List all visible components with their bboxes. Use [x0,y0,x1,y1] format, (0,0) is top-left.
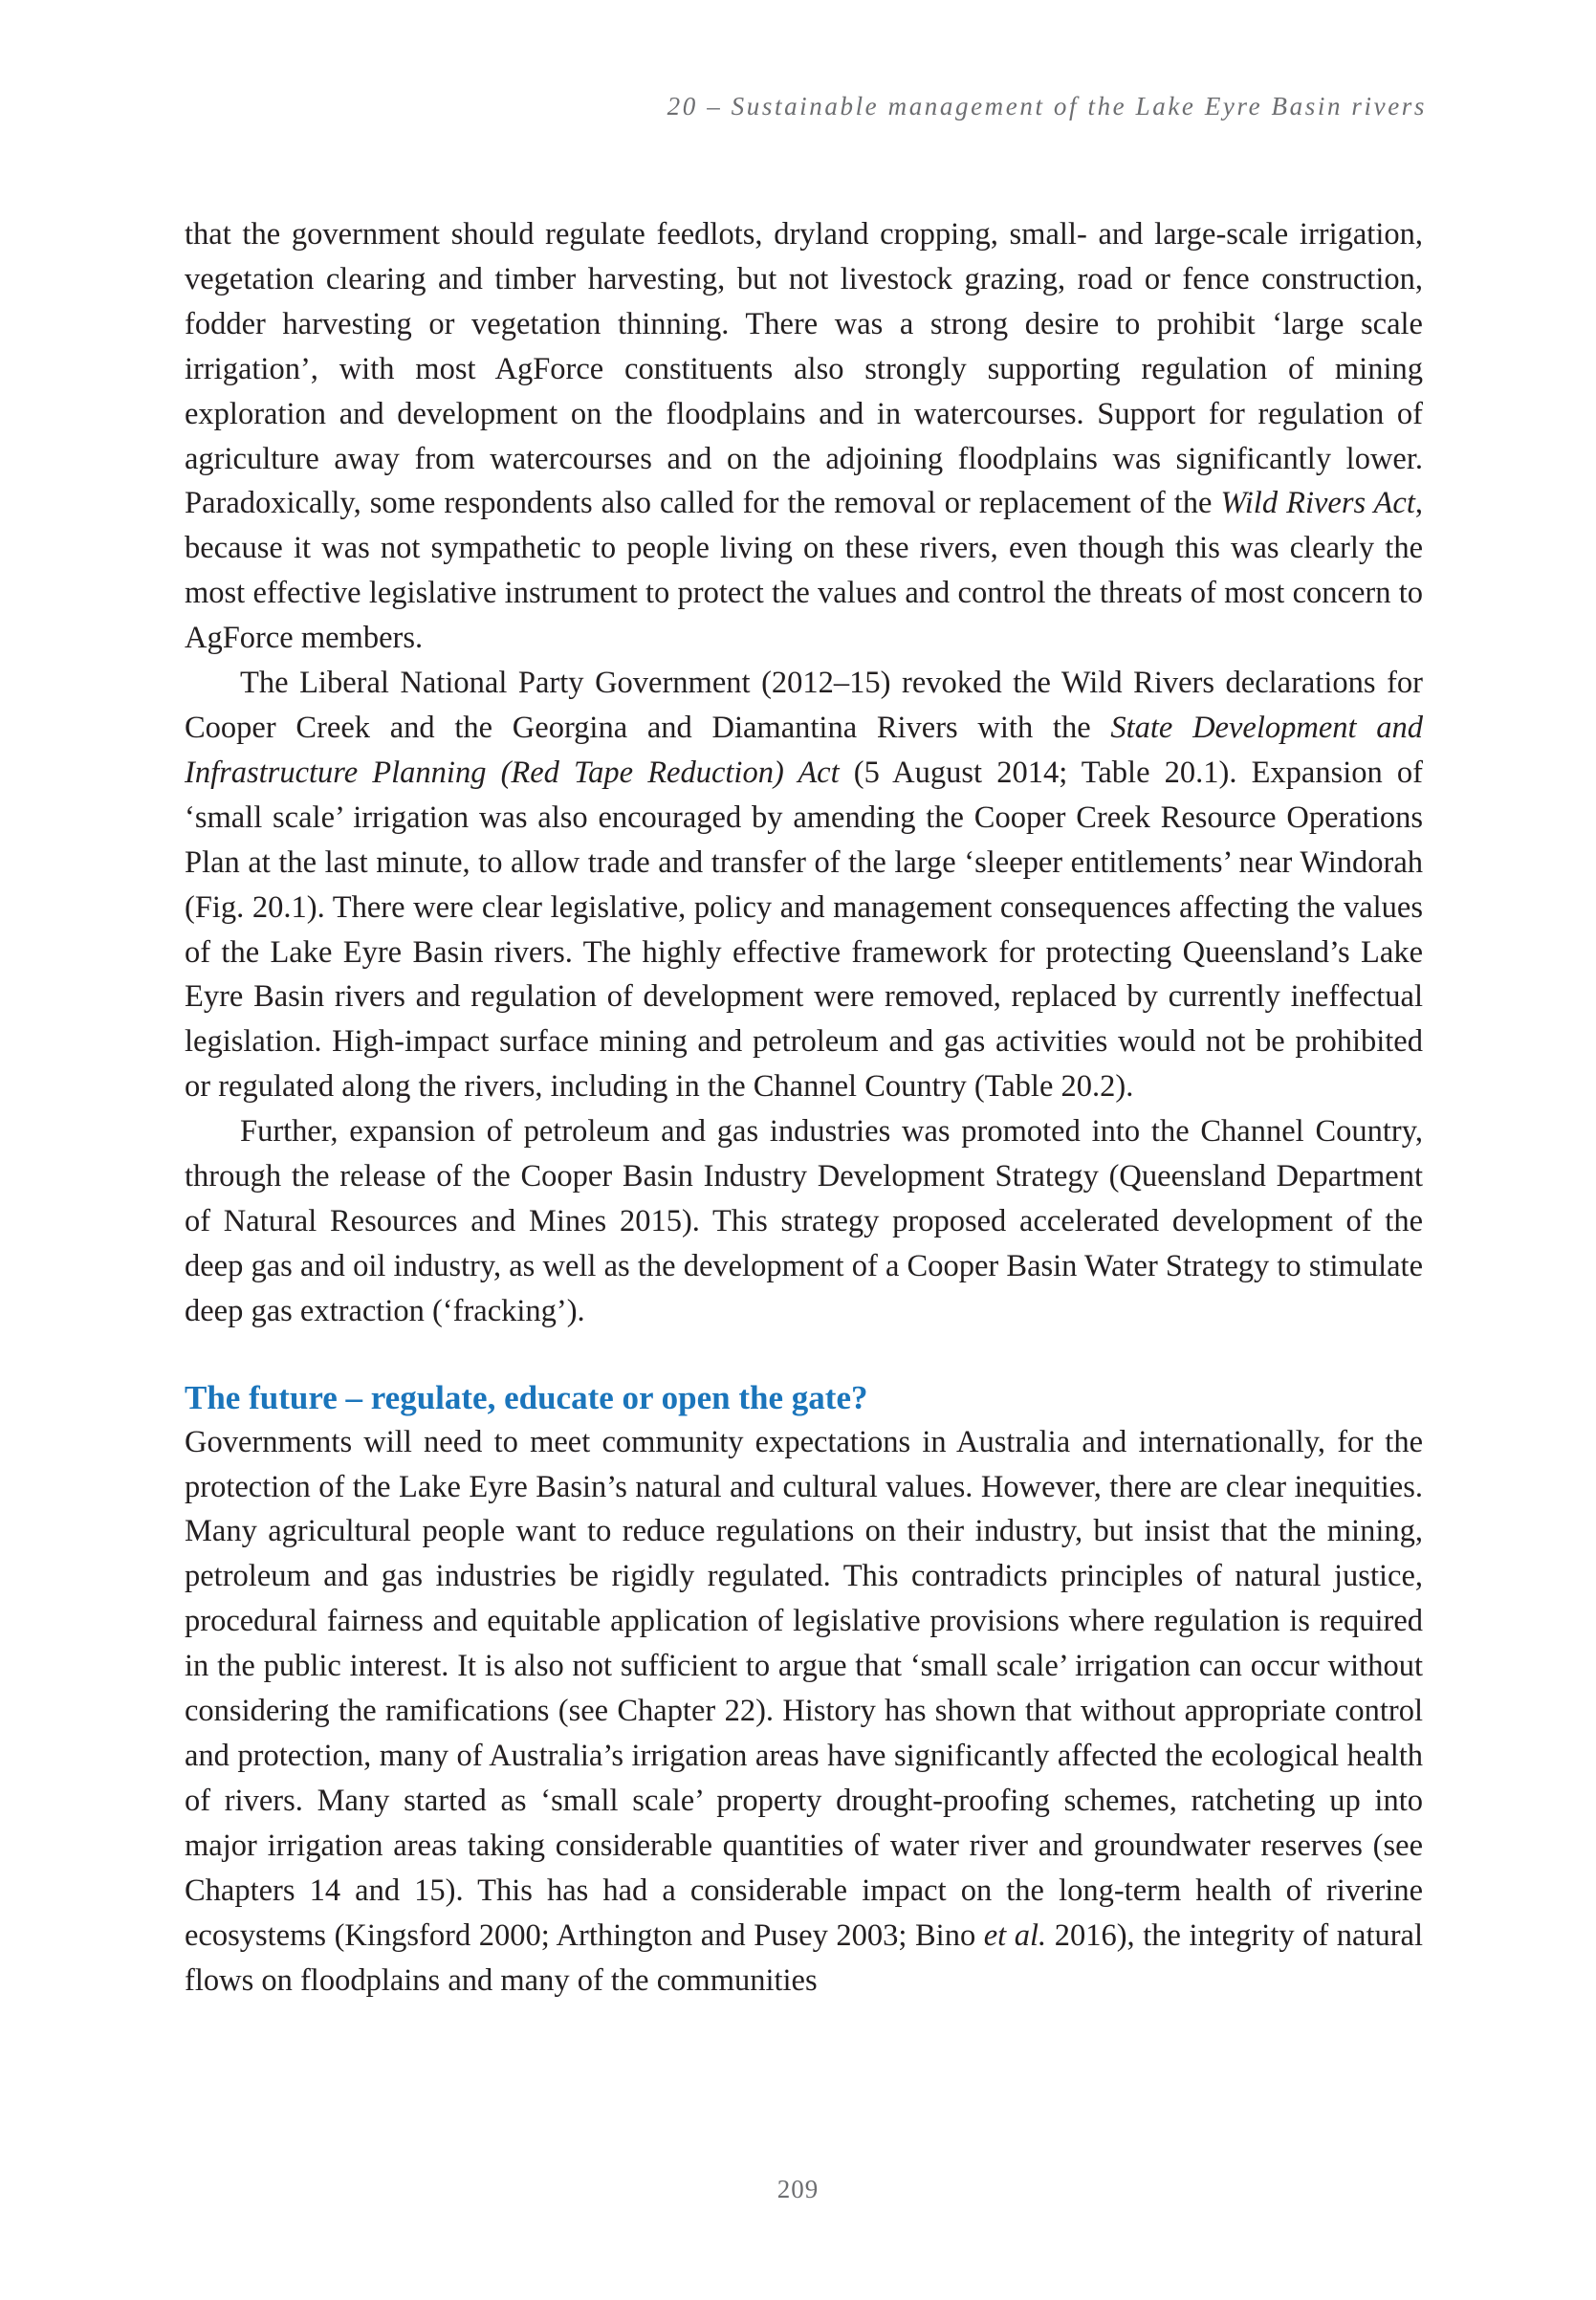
paragraph-agforce-survey [185,212,1423,661]
section-heading: The future – regulate, educate or open the gate? [185,1378,868,1416]
paragraph-petroleum-gas [185,1109,1423,1334]
paragraph-text: 2016), the integrity of natural flows on floodplains and many of the communities [185,1917,1424,1998]
paragraph-text: (5 August 2014; Table 20.1). Expansion of ‘small scale’ irrigation was also encouraged by amending the Cooper Creek Resource Operations Plan at the last minute, to allow trade and transfer of the large ‘sleeper entitlements’ near Windorah (Fig. 20.1). There were clear legislative, policy and management consequences affecting the values of the Lake Eyre Basin rivers. The highly effective framework for protecting Queensland’s Lake Eyre Basin rivers and regulation of development were removed, replaced by currently ineffectual legislation. High-impact surface mining and petroleum and gas activities would not be prohibited or regulated along the rivers, including in the Channel Country (Table 20.2). [185,755,1423,1105]
paragraph-text: The Liberal National Party Government (2012–15) revoked the Wild Rivers declarations for Cooper Creek and the Georgina and Diamantina Rivers with the [185,666,1423,745]
paragraph-text: Further, expansion of petroleum and gas industries was promoted into the Channel Country, through the release of the Cooper Basin Industry Development Strategy (Queensland Department of Natural Resources and Mines 2015). This strategy proposed accelerated development of the deep gas and oil industry, as well as the development of a Cooper Basin Water Strategy to stimulate deep gas extraction (‘fracking’). [185,1114,1423,1328]
paragraph-text: , because it was not sympathetic to people living on these rivers, even though this was clearly the most effective legislative instrument to protect the values and control the threats of most concern to AgForce members. [185,486,1423,656]
italic-et-al: et al. [983,1917,1047,1953]
italic-act-title: State Development and Infrastructure Planning (Red Tape Reduction) Act [185,710,1423,790]
page-number: 209 [776,2175,820,2203]
paragraph-text: that the government should regulate feedlots, dryland cropping, small- and large-scale irrigation, vegetation clearing and timber harvesting, but not livestock grazing, road or fence construction, fodder harvesting or vegetation thinning. There was a strong desire to prohibit ‘large scale irrigation’, with most AgForce constituents also strongly supporting regulation of mining exploration and development on the floodplains and in watercourses. Support for regulation of agriculture away from watercourses and on the adjoining floodplains was significantly lower. Paradoxically, some respondents also called for the removal or replacement of the [185,217,1423,521]
paragraph-lnp-government [185,661,1423,1109]
running-header: 20 – Sustainable management of the Lake Eyre Basin rivers [667,92,1427,120]
paragraph-text: Governments will need to meet community expectations in Australia and internationally, for the protection of the Lake Eyre Basin’s natural and cultural values. However, there are clear inequities. Many agricultural people want to reduce regulations on their industry, but insist that the mining, petroleum and gas industries be rigidly regulated. This contradicts principles of natural justice, procedural fairness and equitable application of legislative provisions where regulation is required in the public interest. It is also not sufficient to argue that ‘small scale’ irrigation can occur without considering the ramifications (see Chapter 22). History has shown that without appropriate control and protection, many of Australia’s irrigation areas have significantly affected the ecological health of rivers. Many started as ‘small scale’ property drought-proofing schemes, ratcheting up into major irrigation areas taking considerable quantities of water river and groundwater reserves (see Chapters 14 and 15). This has had a considerable impact on the long-term health of riverine ecosystems (Kingsford 2000; Arthington and Pusey 2003; Bino [185,1424,1423,1953]
italic-act-title: Wild Rivers Act [1220,486,1415,521]
main-text [185,212,1423,2003]
paragraph-future [185,1420,1423,2004]
